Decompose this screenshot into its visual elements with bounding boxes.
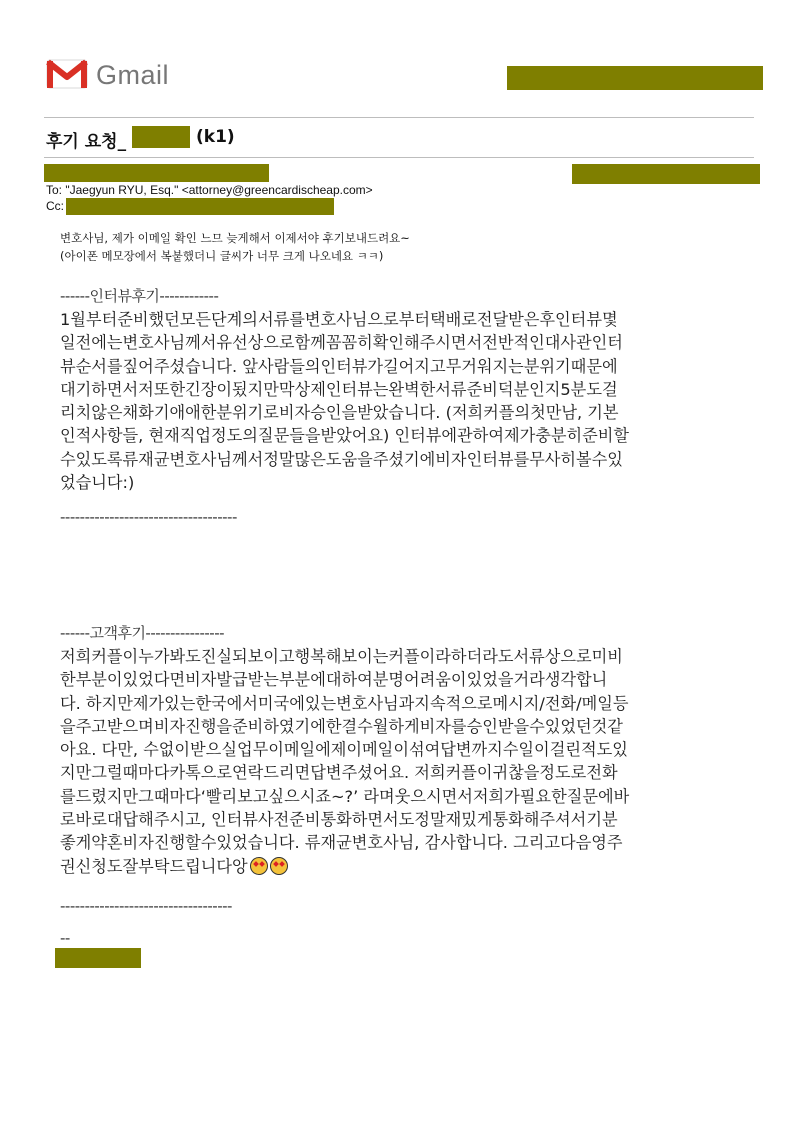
customer-line-text: 권신청도잘부탁드립니다앙: [60, 856, 248, 876]
interview-line: 리치않은채화기애애한분위기로비자승인을받았습니다. (저희커플의첫만남, 기본: [60, 403, 619, 423]
customer-line: 아요. 다만, 수없이받으실업무이메일에제이메일이섞여답변까지수일이걸린적도있: [60, 740, 628, 760]
email-subject: [46, 127, 235, 152]
divider-subject: [44, 157, 754, 158]
redacted-sender: [44, 164, 269, 182]
customer-footer: -----------------------------------: [60, 897, 232, 915]
customer-header: ------고객후기----------------: [60, 624, 225, 642]
star-struck-emoji-icon: [270, 857, 288, 875]
interview-footer: ------------------------------------: [60, 508, 237, 526]
intro-line-1: 변호사님, 제가 이메일 확인 느므 늦게해서 이제서야 후기보내드려요~: [60, 231, 410, 245]
interview-header: ------인터뷰후기------------: [60, 287, 219, 305]
divider-top: [44, 117, 754, 118]
subject-suffix: (k1): [196, 127, 235, 147]
redacted-date: [572, 164, 760, 184]
signature-separator: --: [60, 929, 70, 947]
redacted-cc: [66, 198, 334, 215]
cc-line: Cc:: [46, 199, 64, 213]
customer-line: 로바로대답해주시고, 인터뷰사전준비통화하면서도정말재밌게통화해주셔서기분: [60, 810, 618, 830]
customer-line: 한부분이있었다면비자발급받는부분에대하여분명어려움이있었을거라생각합니: [60, 670, 608, 690]
customer-line: 을주고받으며비자진행을준비하였기에한결수월하게비자를승인받을수있었던것같: [60, 716, 623, 736]
interview-line: 뷰순서를짚어주셨습니다. 앞사람들의인터뷰가길어지고무거워지는분위기때문에: [60, 356, 618, 376]
customer-line: 를드렸지만그때마다‘빨리보고싶으시죠~?’ 라며웃으시면서저희가필요한질문에바: [60, 786, 630, 806]
redacted-account: [507, 66, 763, 90]
customer-review: [60, 645, 750, 878]
interview-line: 대기하면서저또한긴장이됬지만막상제인터뷰는완벽한서류준비덕분인지5분도걸: [60, 379, 618, 399]
gmail-envelope-icon: [46, 58, 88, 90]
interview-line: 수있도록류재균변호사님께서정말많은도움을주셨기에비자인터뷰를무사히볼수있: [60, 449, 623, 469]
intro-line-2: (아이폰 메모장에서 복붙했더니 글씨가 너무 크게 나오네요 ㅋㅋ): [60, 249, 384, 263]
to-line: To: "Jaegyun RYU, Esq." <attorney@greencardischeap.com>: [46, 183, 373, 197]
customer-line: 지만그럴때마다카톡으로연락드리면답변주셨어요. 저희커플이귀찮을정도로전화: [60, 763, 618, 783]
customer-line: 다. 하지만제가있는한국에서미국에있는변호사님과지속적으로메시지/전화/메일등: [60, 693, 629, 713]
interview-line: 일전에는변호사님께서유선상으로함께꼼꼼히확인해주시면서전반적인대사관인터: [60, 333, 623, 353]
redacted-subject-name: [132, 126, 190, 148]
customer-line: 좋게약혼비자진행할수있었습니다. 류재균변호사님, 감사합니다. 그리고다음영주: [60, 833, 623, 853]
redacted-signature: [55, 948, 141, 968]
gmail-logo: [46, 58, 92, 94]
interview-line: 인적사항들, 현재직업정도의질문들을받았어요) 인터뷰에관하여제가충분히준비할: [60, 426, 630, 446]
customer-line: 저희커플이누가봐도진실되보이고행복해보이는커플이라하더라도서류상으로미비: [60, 647, 623, 666]
customer-line-last: [60, 855, 750, 878]
interview-review: [60, 308, 750, 494]
interview-line: 었습니다:): [60, 473, 135, 493]
star-struck-emoji-icon: [250, 857, 268, 875]
interview-line: 1월부터준비했던모든단계의서류를변호사님으로부터택배로전달받은후인터뷰몇: [60, 310, 618, 329]
subject-prefix: 후기 요청_: [46, 132, 127, 152]
gmail-wordmark: Gmail: [96, 60, 170, 90]
